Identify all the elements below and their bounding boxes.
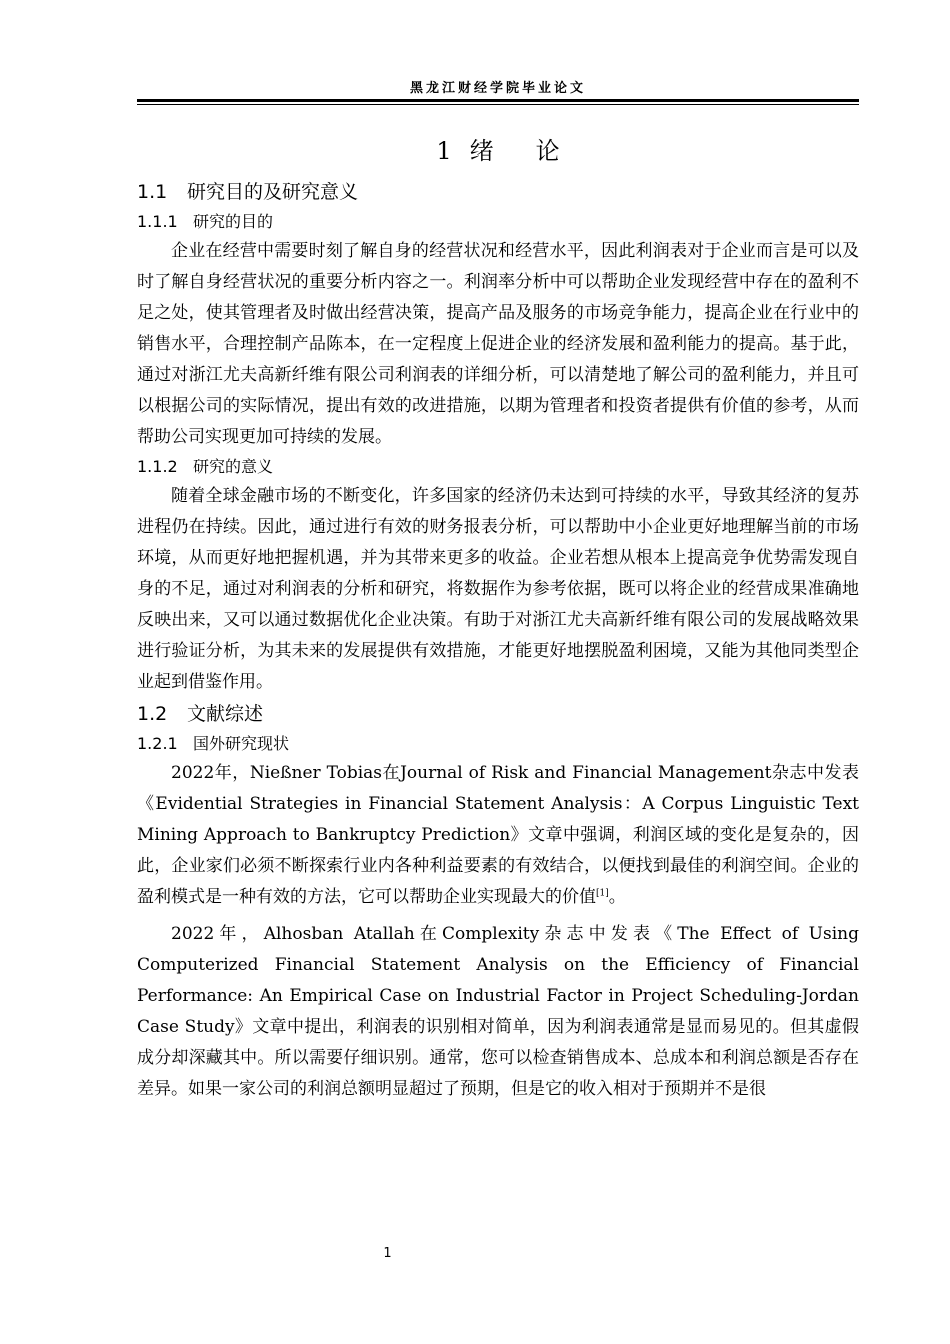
paragraph-end: 。 bbox=[608, 887, 626, 907]
header-rule-thick bbox=[137, 99, 859, 102]
chapter-number: 1 bbox=[436, 137, 452, 165]
subsection-heading-1-1-2 bbox=[137, 453, 859, 481]
section-heading-1-1 bbox=[137, 176, 859, 208]
paragraph-research-purpose: 企业在经营中需要时刻了解自身的经营状况和经营水平，因此利润表对于企业而言是可以及时了解自身经营状况的重要分析内容之一。利润率分析中可以帮助企业发现经营中存在的盈利不足之处，使其管理者及时做出经营决策，提高产品及服务的市场竞争能力，提高企业在行业中的销售水平，合理控制产品陈本，在一定程度上促进企业的经济发展和盈利能力的提高。基于此，通过对浙江尤夫高新纤维有限公司利润表的详细分析，可以清楚地了解公司的盈利能力，并且可以根据公司的实际情况，提出有效的改进措施，以期为管理者和投资者提供有价值的参考，从而帮助公司实现更加可持续的发展。 bbox=[137, 241, 859, 447]
running-header: 黑龙江财经学院毕业论文 bbox=[409, 81, 586, 96]
chapter-title-char-1: 绪 bbox=[469, 137, 494, 165]
paragraph-research-significance: 随着全球金融市场的不断变化，许多国家的经济仍未达到可持续的水平，导致其经济的复苏进程仍在持续。因此，通过进行有效的财务报表分析，可以帮助中小企业更好地理解当前的市场环境，从而更好地把握机遇，并为其带来更多的收益。企业若想从根本上提高竞争优势需发现自身的不足，通过对利润表的分析和研究，将数据作为参考依据，既可以将企业的经营成果准确地反映出来，又可以通过数据优化企业决策。有助于对浙江尤夫高新纤维有限公司的发展战略效果进行验证分析，为其未来的发展提供有效措施，才能更好地摆脱盈利困境，又能为其他同类型企业起到借鉴作用。 bbox=[137, 486, 859, 692]
section-title: 文献综述 bbox=[187, 703, 264, 725]
subsection-heading-1-1-1 bbox=[137, 208, 859, 236]
section-number: 1.2 bbox=[137, 703, 168, 725]
section-number: 1.1 bbox=[137, 181, 168, 203]
subsection-number: 1.1.2 bbox=[137, 457, 178, 476]
page-number: 1 bbox=[383, 1246, 392, 1261]
subsection-title: 国外研究现状 bbox=[193, 734, 290, 753]
page-content bbox=[137, 130, 859, 1105]
subsection-heading-1-2-1 bbox=[137, 730, 859, 758]
chapter-title bbox=[137, 130, 859, 172]
chapter-title-char-2: 论 bbox=[535, 137, 560, 165]
header-rule-thin bbox=[137, 104, 859, 105]
citation-ref[interactable]: [1] bbox=[596, 888, 609, 899]
section-title: 研究目的及研究意义 bbox=[187, 181, 359, 203]
section-heading-1-2 bbox=[137, 698, 859, 730]
subsection-title: 研究的目的 bbox=[193, 212, 274, 231]
subsection-title: 研究的意义 bbox=[193, 457, 274, 476]
paragraph-text: 2022年，Nießner Tobias在Journal of Risk and Financial Management杂志中发表《Evidential Strategies in Financial Statement Analysis：A Corpus Linguistic Text Mining Approach to Bankruptcy Prediction》文章中强调，利润区域的变化是复杂的，因此，企业家们必须不断探索行业内各种利益要素的有效结合，以便找到最佳的利润空间。企业的盈利模式是一种有效的方法，它可以帮助企业实现最大的价值 bbox=[137, 763, 859, 907]
subsection-number: 1.2.1 bbox=[137, 734, 178, 753]
subsection-number: 1.1.1 bbox=[137, 212, 178, 231]
paragraph-foreign-research-1 bbox=[137, 758, 859, 913]
paragraph-foreign-research-2: 2022年，Alhosban Atallah在Complexity杂志中发表《The Effect of Using Computerized Financial Statement Analysis on the Efficiency of Financial Performance: An Empirical Case on Industrial Factor in Project Scheduling-Jordan Case Study》文章中提出，利润表的识别相对简单，因为利润表通常是显而易见的。但其虚假成分却深藏其中。所以需要仔细识别。通常，您可以检查销售成本、总成本和利润总额是否存在差异。如果一家公司的利润总额明显超过了预期，但是它的收入相对于预期并不是很 bbox=[137, 924, 859, 1099]
